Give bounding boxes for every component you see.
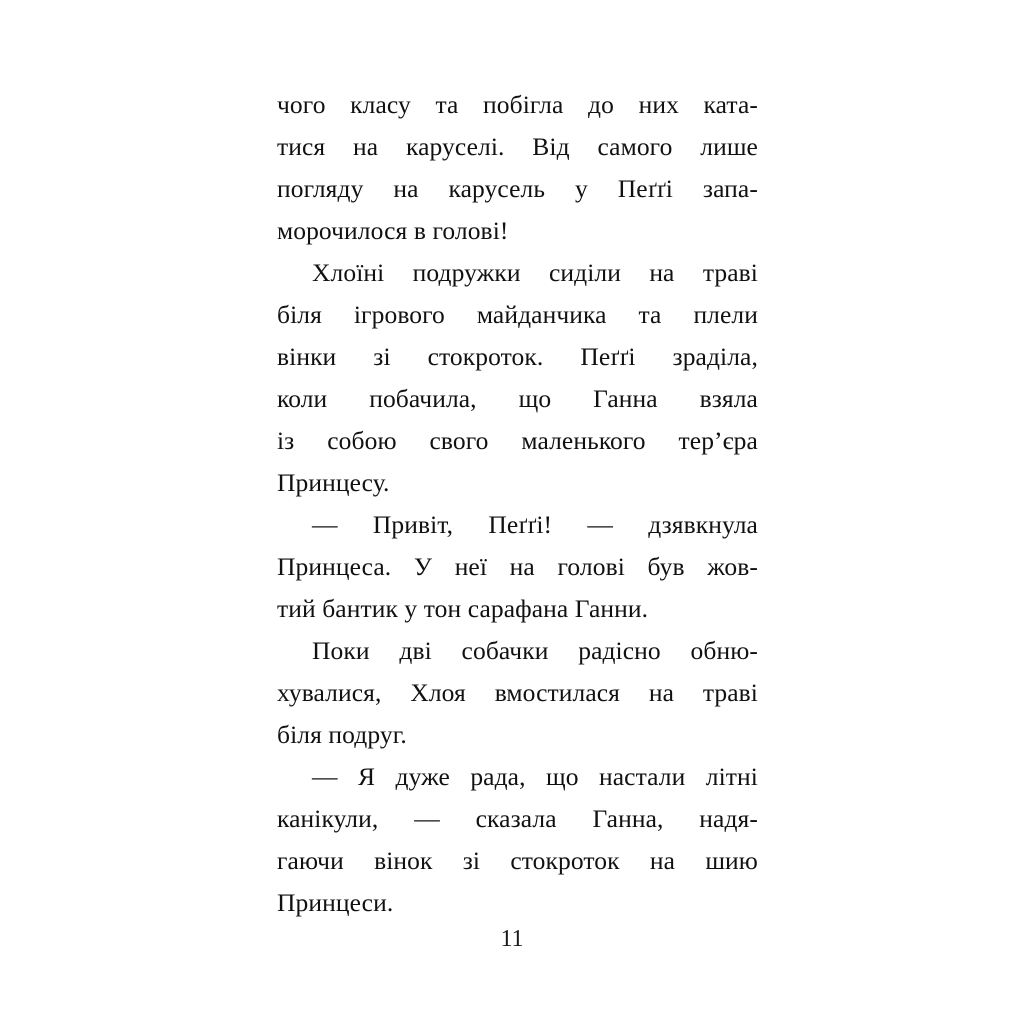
word: взяла (699, 384, 758, 413)
word: Я (358, 762, 376, 791)
word: маленького (521, 426, 646, 455)
word: надя- (699, 804, 758, 833)
text-line (277, 630, 758, 672)
word: що (545, 762, 579, 791)
word: та (638, 300, 662, 329)
word: побігла (483, 90, 564, 119)
word: карусель (448, 174, 546, 203)
word: сиділи (548, 258, 621, 287)
word: Пеґґі! (488, 510, 553, 539)
word: літні (705, 762, 758, 791)
word: побачила, (369, 384, 477, 413)
word: голові (557, 552, 625, 581)
word: сказала (475, 804, 557, 833)
word: траві (702, 258, 758, 287)
word: хувалися, (277, 678, 382, 707)
text-line: Принцеси. (277, 888, 394, 917)
word: Хлоїні (312, 258, 385, 287)
text-line (277, 378, 758, 420)
word: майданчика (476, 300, 607, 329)
paragraph (277, 756, 758, 924)
word: плели (693, 300, 758, 329)
word: Від (532, 132, 570, 161)
word: неї (454, 552, 488, 581)
word: — (312, 510, 338, 539)
text-line (277, 168, 758, 210)
text-line: Принцесу. (277, 468, 390, 497)
word: ігрового (353, 300, 445, 329)
word: на (353, 132, 379, 161)
word: Хлоя (410, 678, 466, 707)
word: радісно (578, 636, 661, 665)
text-line (277, 126, 758, 168)
word: у (574, 174, 588, 203)
word: на (393, 174, 419, 203)
word: Пеґґі (617, 174, 673, 203)
word: Принцеса. (277, 552, 392, 581)
word: на (509, 552, 535, 581)
word: канікули, (277, 804, 379, 833)
text-line (277, 840, 758, 882)
word: коли (277, 384, 328, 413)
word: собою (327, 426, 397, 455)
word: рада, (470, 762, 526, 791)
word: стокроток. (427, 342, 544, 371)
word: тися (277, 132, 326, 161)
word: та (435, 90, 459, 119)
text-line (277, 672, 758, 714)
paragraph (277, 630, 758, 756)
text-line (277, 504, 758, 546)
paragraph (277, 252, 758, 504)
word: із (277, 426, 295, 455)
word: біля (277, 300, 322, 329)
text-line: морочилося в голові! (277, 216, 509, 245)
text-line (277, 420, 758, 462)
word: дзявкнула (648, 510, 758, 539)
word: — (587, 510, 613, 539)
text-line: тий бантик у тон сарафана Ганни. (277, 594, 649, 623)
word: собачки (461, 636, 549, 665)
word: шию (705, 846, 758, 875)
word: на (649, 846, 676, 875)
word: Ганна (593, 384, 658, 413)
text-line (277, 546, 758, 588)
word: зі (373, 342, 391, 371)
word: гаючи (277, 846, 344, 875)
word: каруселі. (405, 132, 505, 161)
word: погляду (277, 174, 364, 203)
word: ката- (703, 90, 758, 119)
word: настали (598, 762, 686, 791)
word: обню- (690, 636, 758, 665)
word: самого (597, 132, 673, 161)
text-line: біля подруг. (277, 720, 407, 749)
body-text-column (277, 84, 758, 924)
word: дуже (395, 762, 450, 791)
word: жов- (707, 552, 758, 581)
paragraph (277, 504, 758, 630)
word: — (414, 804, 440, 833)
word: вінок (374, 846, 433, 875)
word: лише (700, 132, 758, 161)
word: класу (350, 90, 411, 119)
word: Привіт, (372, 510, 454, 539)
word: тер’єра (678, 426, 758, 455)
word: що (518, 384, 552, 413)
text-line (277, 294, 758, 336)
word: дві (399, 636, 432, 665)
text-line (277, 84, 758, 126)
text-line (277, 756, 758, 798)
text-line (277, 798, 758, 840)
word: зі (462, 846, 481, 875)
word: У (413, 552, 433, 581)
word: вмостилася (494, 678, 621, 707)
paragraph-list (277, 84, 758, 924)
word: них (638, 90, 679, 119)
word: Ганна, (592, 804, 664, 833)
word: Поки (312, 636, 370, 665)
word: на (649, 258, 675, 287)
word: — (312, 762, 338, 791)
text-line (277, 336, 758, 378)
word: чого (277, 90, 326, 119)
word: до (588, 90, 614, 119)
word: був (647, 552, 685, 581)
word: траві (702, 678, 758, 707)
word: запа- (702, 174, 758, 203)
word: зраділа, (672, 342, 758, 371)
word: на (648, 678, 675, 707)
text-line (277, 252, 758, 294)
word: подружки (412, 258, 521, 287)
page-number: 11 (500, 926, 524, 952)
word: Пеґґі (580, 342, 636, 371)
word: свого (429, 426, 489, 455)
word: стокроток (510, 846, 620, 875)
paragraph (277, 84, 758, 252)
word: вінки (277, 342, 337, 371)
